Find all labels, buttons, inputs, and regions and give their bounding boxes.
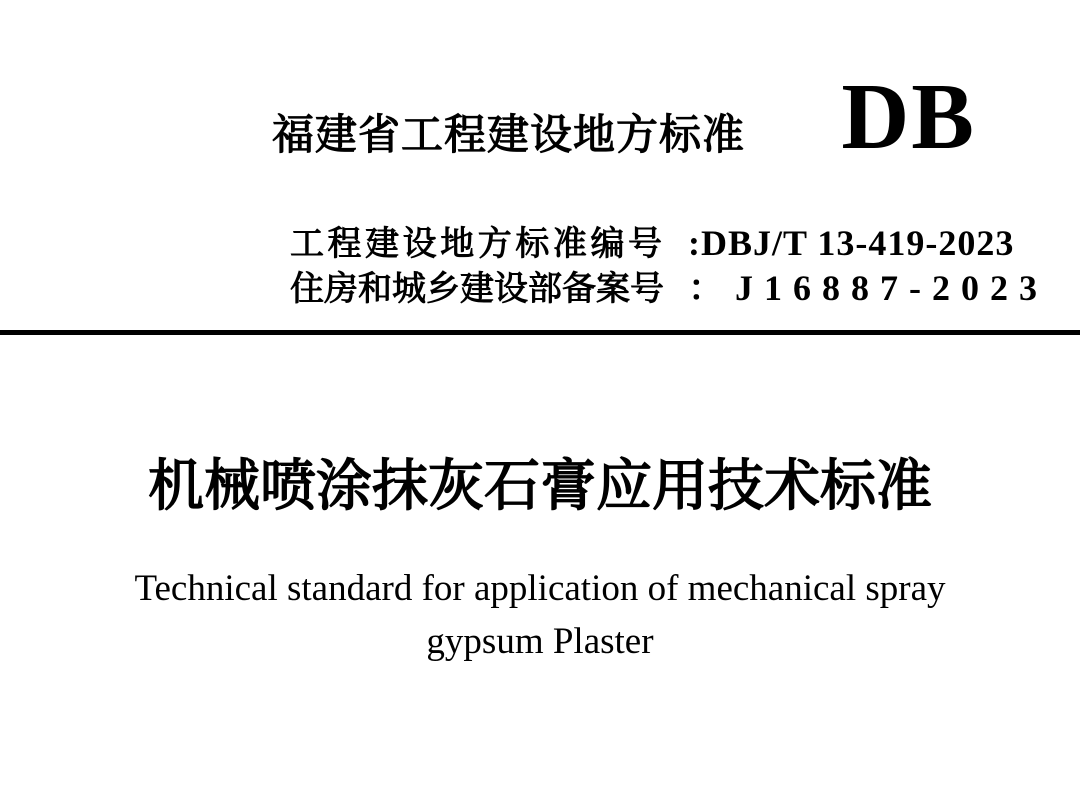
document-title-english-line1: Technical standard for application of mechanical spray [134, 568, 946, 609]
db-standard-mark: DB [841, 65, 976, 169]
standard-number-value: :DBJ/T 13-419-2023 [688, 223, 1015, 263]
document-title-english-line2: gypsum Plaster [426, 621, 654, 662]
registration-row-standard-number [290, 216, 1038, 263]
header-divider-rule [0, 330, 1080, 335]
document-title-english [0, 562, 1080, 668]
record-number-value: ： J 1 6 8 8 7 - 2 0 2 3 [688, 268, 1038, 308]
record-number-label: 住房和城乡建设部备案号 [290, 271, 664, 308]
registration-row-record-number [290, 260, 1038, 308]
registration-block [290, 216, 1038, 308]
standard-number-label: 工程建设地方标准编号 [290, 226, 662, 263]
document-title-chinese: 机械喷涂抹灰石膏应用技术标准 [148, 454, 932, 517]
standard-type-heading: 福建省工程建设地方标准 [272, 111, 746, 158]
